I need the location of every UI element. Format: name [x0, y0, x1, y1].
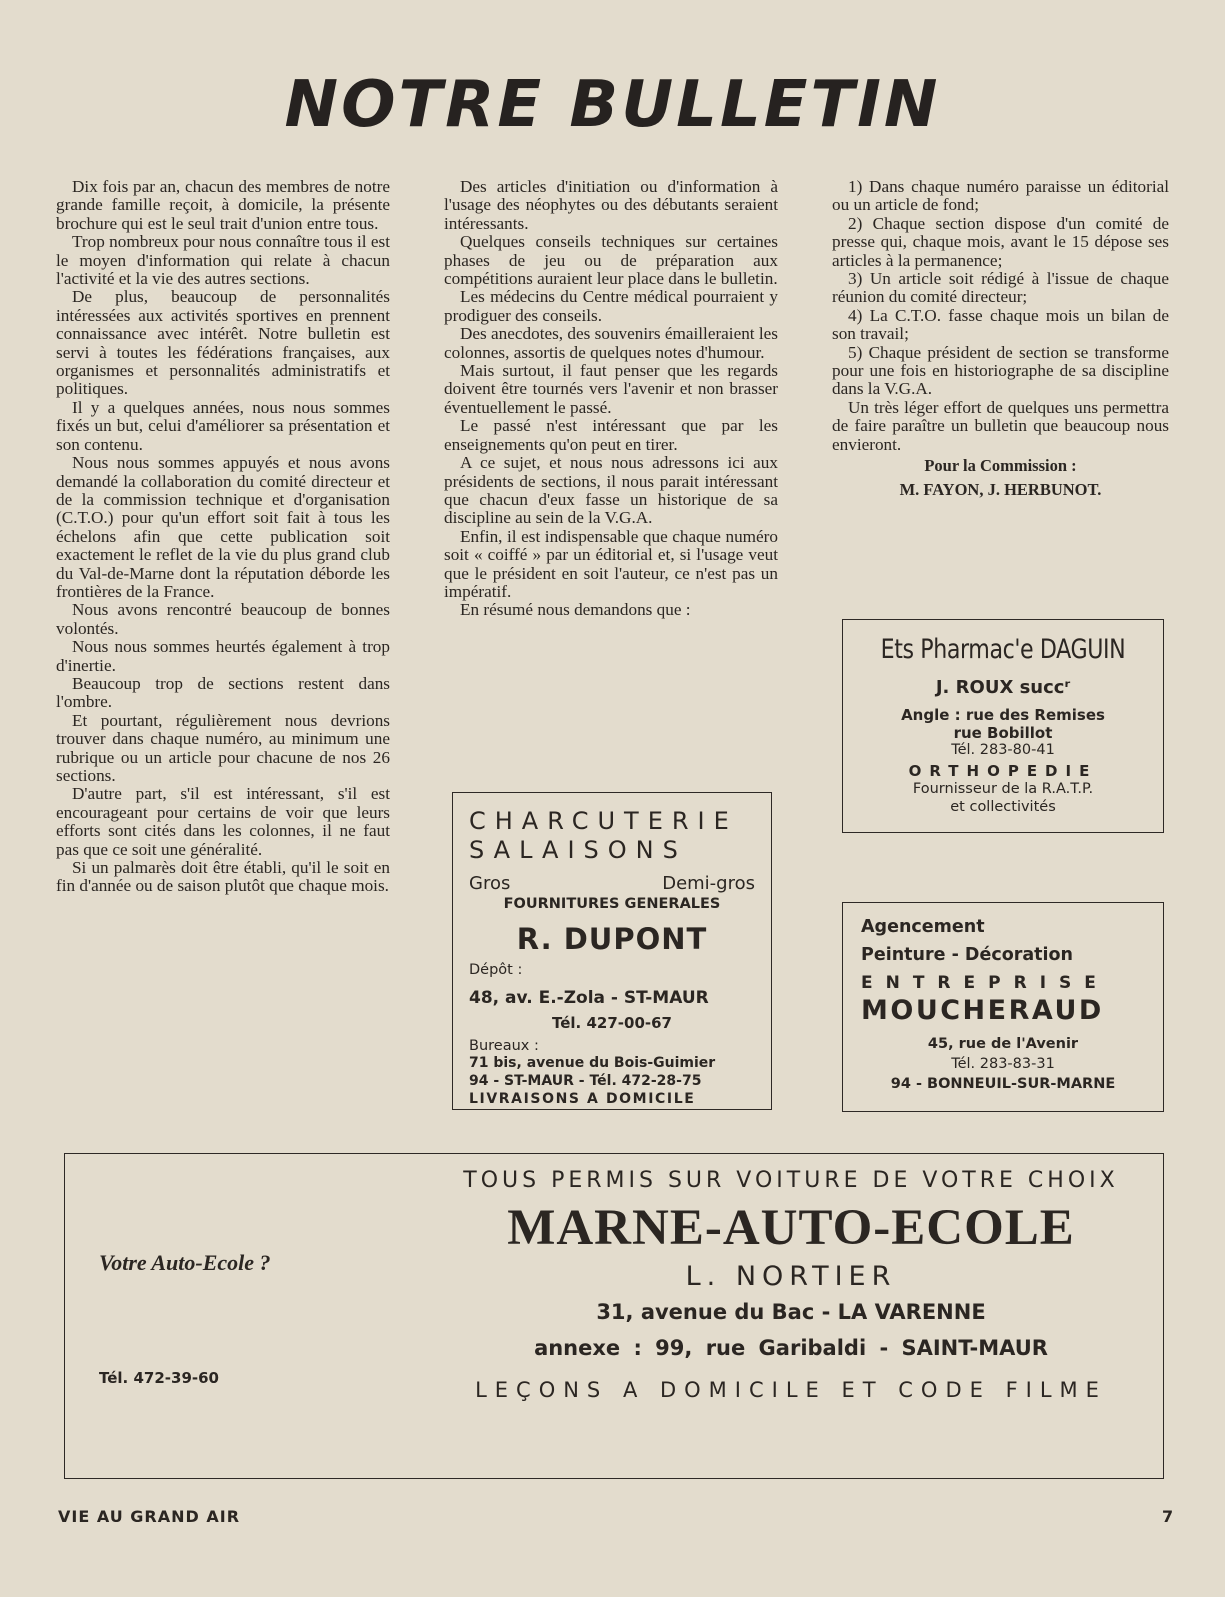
ad-fournitures: FOURNITURES GENERALES	[503, 896, 721, 912]
paragraph: Des articles d'initiation ou d'information à l'usage des néophytes ou des débutants seraient intéressants.	[444, 177, 778, 233]
paragraph: 1) Dans chaque numéro paraisse un éditorial ou un article de fond;	[832, 177, 1169, 215]
ad-main-block	[441, 1168, 1141, 1402]
ad-bureaux-address: 71 bis, avenue du Bois-Guimier	[469, 1055, 716, 1071]
ad-supplier: Fournisseur de la R.A.T.P.	[912, 781, 1094, 797]
paragraph: D'autre part, s'il est intéressant, s'il est encourageant pour certains de voir que leurs efforts sont cités dans les colonnes, il ne faut pas que ce soit une généralité.	[56, 784, 390, 859]
paragraph: Mais surtout, il faut penser que les regards doivent être tournés vers l'avenir et non brasser éventuellement le passé.	[444, 361, 778, 417]
ad-pharmacie-daguin	[842, 619, 1164, 833]
ad-tel: Tél. 472-39-60	[99, 1369, 219, 1387]
paragraph: 3) Un article soit rédigé à l'issue de chaque réunion du comité directeur;	[832, 269, 1169, 307]
paragraph: Il y a quelques années, nous nous sommes fixés un but, celui d'améliorer sa présentation et son contenu.	[56, 397, 390, 454]
ad-bureaux-tel: 94 - ST-MAUR - Tél. 472-28-75	[469, 1073, 702, 1089]
ad-name: MOUCHERAUD	[861, 995, 1104, 1026]
ad-address: Angle : rue des Remises	[901, 706, 1105, 724]
paragraph: Le passé n'est intéressant que par les enseignements qu'on peut en tirer.	[444, 416, 778, 454]
article-column-3	[832, 178, 1169, 502]
paragraph: 2) Chaque section dispose d'un comité de presse qui, chaque mois, avant le 15 dépose ses articles à la permanence;	[832, 213, 1169, 270]
paragraph: 4) La C.T.O. fasse chaque mois un bilan de son travail;	[832, 305, 1169, 344]
ad-name: R. DUPONT	[516, 922, 708, 956]
ad-gros: Gros	[469, 873, 511, 894]
ad-tel: Tél. 283-80-41	[951, 742, 1055, 758]
publication-name: VIE AU GRAND AIR	[58, 1507, 241, 1526]
ad-city: 94 - BONNEUIL-SUR-MARNE	[890, 1076, 1116, 1092]
paragraph: En résumé nous demandons que :	[460, 600, 691, 620]
ad-bottom-line: LEÇONS A DOMICILE ET CODE FILME	[475, 1378, 1107, 1402]
ad-question: Votre Auto-Ecole ?	[99, 1250, 271, 1275]
paragraph: Nous nous sommes heurtés également à trop d'inertie.	[56, 637, 390, 675]
paragraph: Les médecins du Centre médical pourraient y prodiguer des conseils.	[444, 287, 778, 325]
ad-address: 45, rue de l'Avenir	[927, 1036, 1079, 1052]
page-title: NOTRE BULLETIN	[284, 68, 941, 142]
ad-livraisons: LIVRAISONS A DOMICILE	[469, 1091, 696, 1107]
ad-address: 48, av. E.-Zola - ST-MAUR	[469, 988, 709, 1008]
ad-address: rue Bobillot	[953, 724, 1053, 742]
ad-depot-label: Dépôt :	[469, 962, 523, 978]
signature-names: M. FAYON, J. HERBUNOT.	[899, 480, 1102, 500]
ad-address: 31, avenue du Bac - LA VARENNE	[596, 1300, 986, 1324]
ad-line: Agencement	[861, 917, 985, 937]
page-number: 7	[1162, 1507, 1175, 1526]
ad-bureaux-label: Bureaux :	[469, 1038, 539, 1054]
paragraph: Et pourtant, régulièrement nous devrions trouver dans chaque numéro, au minimum une rubrique ou un article pour chacune de nos 26 sections.	[56, 710, 390, 785]
ad-name: Ets Pharmac'e DAGUIN	[880, 634, 1126, 665]
ad-tel: Tél. 283-83-31	[951, 1056, 1055, 1072]
ad-demi-gros: Demi-gros	[662, 873, 755, 894]
ad-owner: L. NORTIER	[685, 1261, 897, 1292]
paragraph: Un très léger effort de quelques uns permettra de faire paraître un bulletin que beaucoup nous envieront.	[832, 397, 1169, 454]
paragraph: Quelques conseils techniques sur certaines phases de jeu ou de préparation aux compétitions auraient leur place dans le bulletin.	[444, 232, 778, 289]
ad-annexe: annexe : 99, rue Garibaldi - SAINT-MAUR	[534, 1336, 1048, 1360]
paragraph: Trop nombreux pour nous connaître tous il est le moyen d'information qui relate à chacun l'activité et la vie des autres sections.	[56, 232, 390, 289]
article-column-2	[444, 178, 778, 620]
paragraph: 5) Chaque président de section se transforme pour une fois en historiographe de sa discipline dans la V.G.A.	[832, 342, 1169, 399]
paragraph: De plus, beaucoup de personnalités intéressées aux activités sportives en prennent connaissance avec intérêt. Notre bulletin est servi à toutes les fédérations françaises, aux organismes et personnalités administratifs et politiques.	[56, 287, 390, 399]
paragraph: Enfin, il est indispensable que chaque numéro soit « coiffé » par un éditorial et, si l'usage veut que le président en soit l'auteur, ce n'est pas un impératif.	[444, 526, 778, 601]
signature-label: Pour la Commission :	[924, 456, 1077, 476]
ad-owner: J. ROUX succʳ	[935, 677, 1071, 698]
ad-heading: SALAISONS	[469, 836, 687, 864]
ad-row	[469, 873, 755, 894]
paragraph: Beaucoup trop de sections restent dans l'ombre.	[56, 673, 390, 712]
article-column-1	[56, 178, 390, 896]
paragraph: A ce sujet, et nous nous adressons ici aux présidents de sections, il nous parait intéressant que chacun d'eux fasse un historique de sa discipline au sein de la V.G.A.	[444, 453, 778, 528]
ad-line: Peinture - Décoration	[861, 945, 1073, 965]
ad-supplier: et collectivités	[950, 799, 1056, 815]
paragraph: Nous avons rencontré beaucoup de bonnes volontés.	[56, 600, 390, 638]
ad-charcuterie-dupont	[452, 792, 772, 1110]
ad-tel: Tél. 427-00-67	[552, 1014, 672, 1032]
ad-brand: MARNE-AUTO-ECOLE	[507, 1200, 1075, 1256]
paragraph: Des anecdotes, des souvenirs émailleraient les colonnes, assortis de quelques notes d'humour.	[444, 324, 778, 362]
ad-entreprise: ENTREPRISE	[861, 973, 1109, 993]
ad-heading: CHARCUTERIE	[469, 807, 738, 835]
ad-specialty: ORTHOPEDIE	[908, 762, 1098, 780]
ad-entreprise-moucheraud	[842, 902, 1164, 1112]
paragraph: Si un palmarès doit être établi, qu'il le soit en fin d'année ou de saison plutôt que chaque mois.	[56, 858, 390, 896]
ad-tagline: TOUS PERMIS SUR VOITURE DE VOTRE CHOIX	[463, 1168, 1119, 1193]
ad-marne-auto-ecole	[64, 1153, 1164, 1479]
paragraph: Nous nous sommes appuyés et nous avons demandé la collaboration du comité directeur et de la commission technique et d'organisation (C.T.O.) pour qu'un effort soit fait à tous les échelons afin que cette publication soit exactement le reflet de la vie du plus grand club du Val-de-Marne dont la réputation déborde les frontières de la France.	[56, 453, 390, 601]
paragraph: Dix fois par an, chacun des membres de notre grande famille reçoit, à domicile, la présente brochure qui est le seul trait d'union entre tous.	[56, 177, 390, 233]
